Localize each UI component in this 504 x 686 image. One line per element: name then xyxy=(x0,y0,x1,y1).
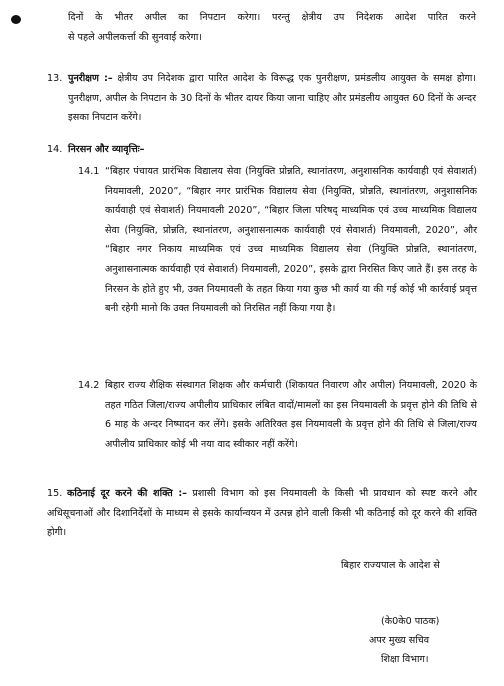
section-14-heading-text: निरसन और व्यावृत्तिः– xyxy=(68,144,145,155)
section-14-2-number: 14.2 xyxy=(78,380,100,391)
signatory-designation: अपर मुख्य सचिव xyxy=(369,635,430,646)
section-14-2 xyxy=(105,376,477,454)
order-line: बिहार राज्यपाल के आदेश से xyxy=(341,560,440,571)
margin-dot xyxy=(11,15,21,24)
section-13 xyxy=(68,69,476,128)
section-14-1 xyxy=(105,162,477,319)
section-14-heading xyxy=(68,140,368,160)
section-13-heading: पुनरीक्षण :– xyxy=(68,73,113,84)
section-13-number: 13. xyxy=(47,73,63,84)
section-14-1-number: 14.1 xyxy=(78,166,100,177)
signatory-name: (के0के0 पाठक) xyxy=(381,616,440,627)
section-15-body: प्रशासी विभाग को इस नियमावली के किसी भी प्रावधान को स्पष्ट करने और अधिसूचनाओं और दिशानिर्देशों के माध्यम से इसके कार्यान्वयन में उत्पन्न होने वाली किसी भी कठिनाई को दूर करने की शक्ति होगी। xyxy=(47,488,477,539)
section-13-body: क्षेत्रीय उप निदेशक द्वारा पारित आदेश के विरूद्ध एक पुनरीक्षण, प्रमंडलीय आयुक्त के समक्ष होगा। पुनरीक्षण, अपील के निपटान के 30 दिनों के भीतर दायर किया जाना चाहिए और प्रमंडलीय आयुक्त 60 दिनों के अन्दर इसका निपटान करेंगे। xyxy=(68,73,476,124)
section-15 xyxy=(47,484,477,543)
intro-paragraph xyxy=(68,8,476,47)
intro-line-1: दिनों के भीतर अपील का निपटान करेगा। परन्तु क्षेत्रीय उप निदेशक आदेश पारित करने xyxy=(68,12,476,23)
section-14-1-text: “बिहार पंचायत प्रारंभिक विद्यालय सेवा (नियुक्ति प्रोन्नति, स्थानांतरण, अनुशासनिक कार्यवाही एवं सेवाशर्त) नियमावली, 2020”, “बिहार नगर प्रारंभिक विद्यालय सेवा (नियुक्ति, प्रोन्नति, स्थानांतरण, अनुशासनिक कार्यवाही एवं सेवाशर्त) नियमावली 2020”, “बिहार जिला परिषद् माध्यमिक एवं उच्च माध्यमिक विद्यालय सेवा (नियुक्ति, प्रोन्नति, स्थानांतरण, अनुशासनात्मक कार्यवाही एवं सेवाशर्त) नियमावली, 2020”, और “बिहार नगर निकाय माध्यमिक एवं उच्च माध्यमिक विद्यालय सेवा (नियुक्ति प्रोन्नति, स्थानांतरण, अनुशासनात्मक कार्यवाही एवं सेवाशर्त) नियमावली, 2020”, इसके द्वारा निरसित किए जाते हैं। इस तरह के निरसन के होते हुए भी, उक्त नियमावली के तहत किया गया कुछ भी कार्य या की गई कोई भी कार्रवाई प्रवृत्त बनी रहेगी मानो कि उक्त नियमावली को निरसित नहीं किया गया है। xyxy=(105,166,477,315)
section-14-2-text: बिहार राज्य शैक्षिक संस्थागत शिक्षक और कर्मचारी (शिकायत निवारण और अपील) नियमावली, 2020 के तहत गठित जिला/राज्य अपीलीय प्राधिकार लंबित वादों/मामलों का इस नियमावली के प्रवृत्त होने की तिथि से 6 माह के अन्दर निष्पादन कर लेंगे। इसके अतिरिक्त इस नियमावली के प्रवृत्त होने की तिथि से जिला/राज्य अपीलीय प्राधिकार कोई भी नया वाद स्वीकार नहीं करेंगे। xyxy=(105,380,477,450)
signatory-department: शिक्षा विभाग। xyxy=(381,654,429,665)
section-14-number: 14. xyxy=(47,144,63,155)
intro-line-2: से पहले अपीलकर्त्ता की सुनवाई करेगा। xyxy=(68,31,203,43)
section-15-number: 15. xyxy=(47,488,63,499)
section-15-heading: कठिनाई दूर करने की शक्ति :– xyxy=(67,488,187,499)
